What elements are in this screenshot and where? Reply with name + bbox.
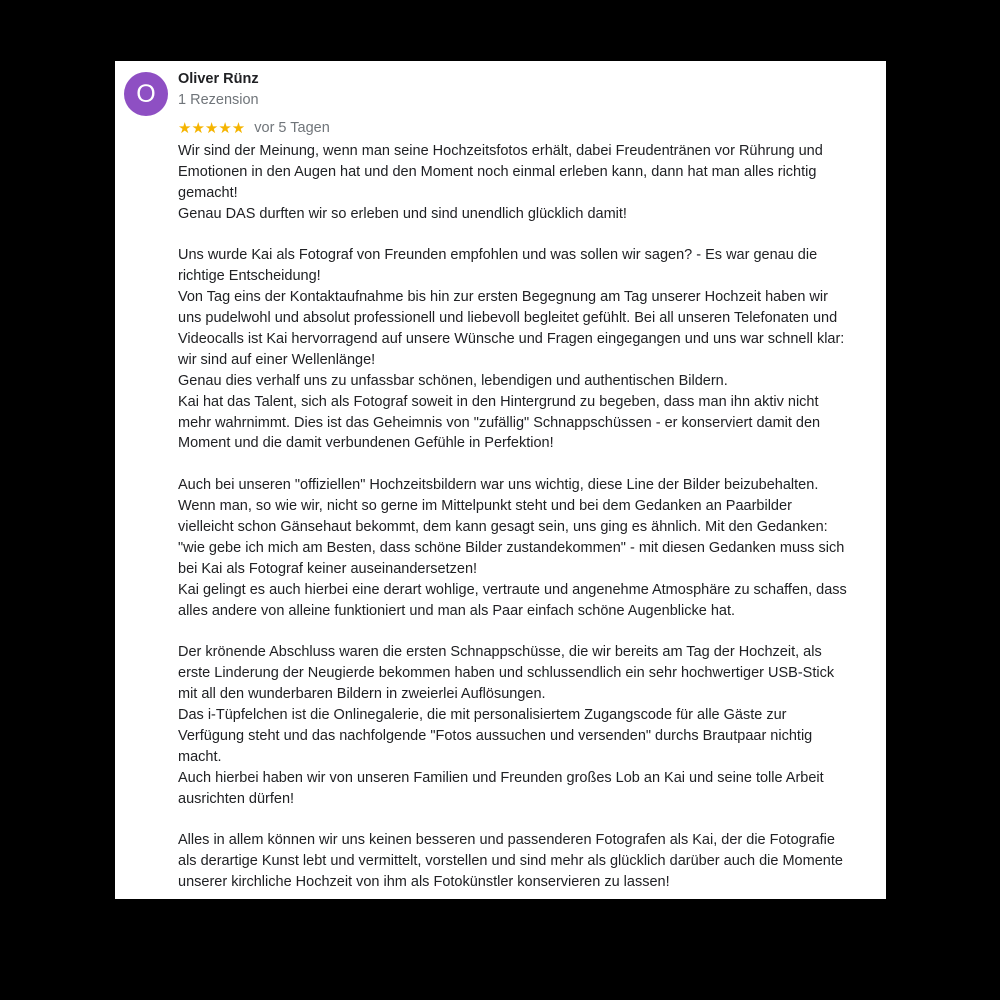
review-text-line: Genau DAS durften wir so erleben und sind unendlich glücklich damit! bbox=[178, 205, 627, 222]
review-text-line: Verfügung steht und das nachfolgende "Fotos aussuchen und versenden" durchs Brautpaar nichtig bbox=[178, 727, 813, 744]
review-text-line: "wie gebe ich mich am Besten, dass schöne Bilder zustandekommen" - mit diesen Gedanken muss sich bbox=[178, 539, 845, 556]
review-text-line: mehr wahrnimmt. Dies ist das Geheimnis von "zufällig" Schnappschüssen - er konserviert damit den bbox=[178, 414, 821, 431]
review-text-line: Moment und die damit verbundenen Gefühle in Perfektion! bbox=[178, 435, 554, 452]
review-text-line: Wir sind der Meinung, wenn man seine Hochzeitsfotos erhält, dabei Freudentränen vor Rührung und bbox=[178, 143, 823, 159]
review-text-line: wir sind auf einer Wellenlänge! bbox=[178, 351, 376, 368]
rating-row bbox=[178, 118, 330, 138]
author-name[interactable]: Oliver Rünz bbox=[178, 71, 259, 87]
review-text-line: Wenn man, so wie wir, nicht so gerne im Mittelpunkt steht und bei dem Gedanken an Paarbilder bbox=[178, 498, 792, 515]
review-text-line: vielleicht schon Gänsehaut bekommt, dem kann gesagt sein, uns ging es ähnlich. Mit den Gedanken: bbox=[178, 519, 828, 536]
paragraph-gap bbox=[178, 621, 878, 642]
paragraph-gap bbox=[178, 225, 878, 246]
review-text-line: Genau dies verhalf uns zu unfassbar schönen, lebendigen und authentischen Bildern. bbox=[178, 372, 728, 389]
review-text-line: als derartige Kunst lebt und vermittelt, vorstellen und sind mehr als glücklich darüber auch die Momente bbox=[178, 853, 843, 870]
review-text-line: uns pudelwohl und absolut professionell und liebevoll begleitet gefühlt. Bei all unseren Telefonaten und bbox=[178, 310, 838, 327]
avatar[interactable]: O bbox=[124, 72, 168, 116]
review-card bbox=[115, 61, 886, 899]
review-text-line: Alles in allem können wir uns keinen besseren und passenderen Fotografen als Kai, der die Fotografie bbox=[178, 832, 835, 849]
paragraph-gap bbox=[178, 454, 878, 475]
review-text-line: Uns wurde Kai als Fotograf von Freunden empfohlen und was sollen wir sagen? - Es war genau die bbox=[178, 247, 818, 264]
review-text-line: Kai gelingt es auch hierbei eine derart wohlige, vertraute und angenehme Atmosphäre zu schaffen, dass bbox=[178, 581, 847, 598]
star-rating-icon: ★★★★★ bbox=[178, 119, 246, 137]
review-text-line: ausrichten dürfen! bbox=[178, 790, 295, 807]
author-review-count[interactable]: 1 Rezension bbox=[178, 92, 259, 108]
review-text-line: Emotionen in den Augen hat und den Moment noch einmal erleben kann, dann hat man alles richtig bbox=[178, 163, 817, 180]
paragraph-gap bbox=[178, 810, 878, 831]
review-text-line: macht. bbox=[178, 748, 222, 765]
review-text-line: alles andere von alleine funktioniert und man als Paar einfach schöne Augenblicke hat. bbox=[178, 602, 736, 619]
review-text-line: Videocalls ist Kai hervorragend auf unsere Wünsche und Fragen eingegangen und uns war schnell klar: bbox=[178, 331, 845, 348]
review-text-line: mit all den wunderbaren Bildern in zweierlei Auflösungen. bbox=[178, 686, 546, 703]
review-text-line: bei Kai als Fotograf keiner auseinandersetzen! bbox=[178, 560, 478, 577]
review-text-line: erste Linderung der Neugierde bekommen haben und schlussendlich ein sehr hochwertiger USB-Stick bbox=[178, 665, 835, 682]
review-text-line: Der krönende Abschluss waren die ersten Schnappschüsse, die wir bereits am Tag der Hochzeit, als bbox=[178, 644, 822, 661]
review-text-line: Auch bei unseren "offiziellen" Hochzeitsbildern war uns wichtig, diese Line der Bilder beizubehalten. bbox=[178, 477, 819, 494]
review-text-line: Von Tag eins der Kontaktaufnahme bis hin zur ersten Begegnung am Tag unserer Hochzeit haben wir bbox=[178, 289, 828, 306]
review-text bbox=[178, 141, 878, 893]
review-date: vor 5 Tagen bbox=[254, 120, 330, 136]
review-text-line: Das i-Tüpfelchen ist die Onlinegalerie, die mit personalisiertem Zugangscode für alle Gäste zur bbox=[178, 707, 787, 724]
review-text-line: richtige Entscheidung! bbox=[178, 268, 321, 285]
review-text-line: unserer kirchliche Hochzeit von ihm als Fotokünstler konservieren zu lassen! bbox=[178, 874, 670, 891]
review-text-line: Auch hierbei haben wir von unseren Familien und Freunden großes Lob an Kai und seine tolle Arbeit bbox=[178, 769, 824, 786]
review-text-line: gemacht! bbox=[178, 184, 238, 201]
review-text-line: Kai hat das Talent, sich als Fotograf soweit in den Hintergrund zu begeben, dass man ihn aktiv nicht bbox=[178, 393, 819, 410]
